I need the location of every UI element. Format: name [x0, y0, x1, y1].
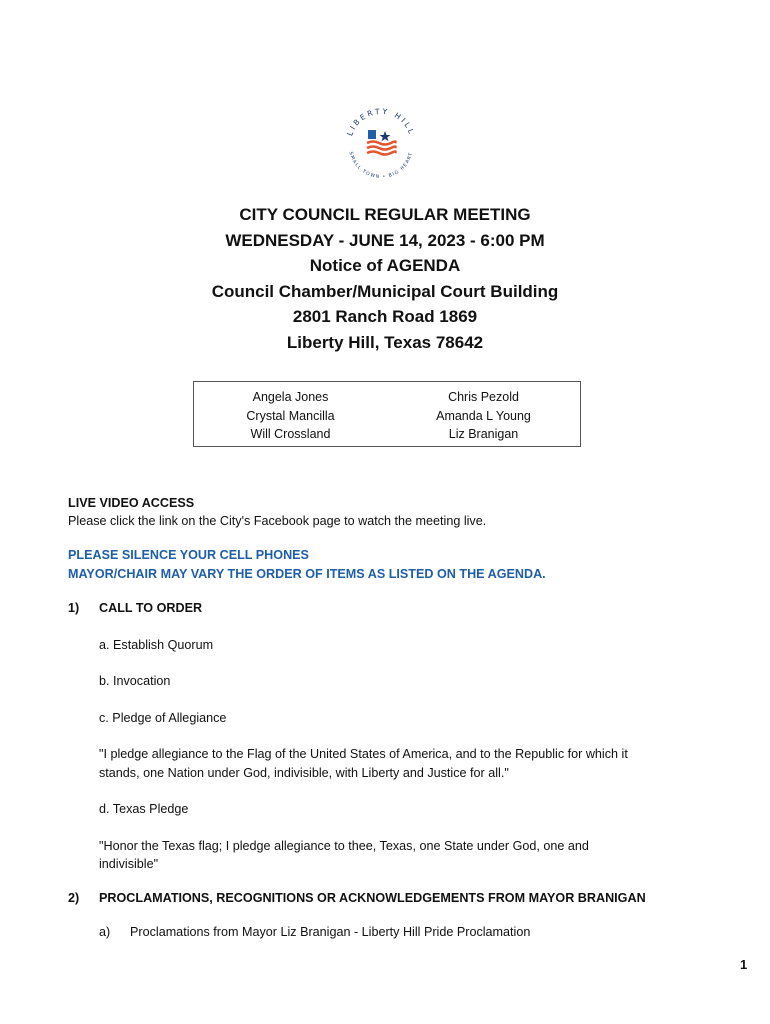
order-notice: MAYOR/CHAIR MAY VARY THE ORDER OF ITEMS AS LISTED ON THE AGENDA.	[68, 567, 546, 581]
section-2-item-text: Proclamations from Mayor Liz Branigan - Liberty Hill Pride Proclamation	[130, 925, 531, 939]
meeting-city: Liberty Hill, Texas 78642	[286, 332, 484, 352]
pledge-text-line-1: "I pledge allegiance to the Flag of the United States of America, and to the Republic for which it	[99, 747, 628, 761]
member-name: Liz Branigan	[448, 427, 519, 441]
logo-bottom-text: SMALL TOWN • BIG HEART	[347, 151, 415, 181]
texas-pledge-text-line-2: indivisible"	[99, 857, 159, 871]
member-name: Crystal Mancilla	[246, 408, 335, 423]
item-texas-pledge: d. Texas Pledge	[99, 802, 189, 816]
page-number: 1	[740, 957, 748, 972]
member-name: Will Crossland	[250, 427, 331, 441]
member-name: Amanda L Young	[436, 408, 531, 423]
council-members-box	[193, 381, 581, 447]
silence-phones-notice: PLEASE SILENCE YOUR CELL PHONES	[68, 548, 309, 562]
member-name: Chris Pezold	[448, 390, 519, 404]
item-establish-quorum: a. Establish Quorum	[99, 638, 214, 652]
meeting-date: WEDNESDAY - JUNE 14, 2023 - 6:00 PM	[225, 230, 545, 250]
svg-text:LIBERTY HILL	[345, 107, 416, 137]
section-1-number: 1)	[68, 601, 80, 615]
liberty-hill-logo	[339, 102, 423, 186]
notice-title: Notice of AGENDA	[309, 256, 461, 276]
meeting-location: Council Chamber/Municipal Court Building	[211, 281, 559, 301]
section-2-item-label: a)	[99, 925, 111, 939]
svg-text:SMALL TOWN • BIG HEART	[348, 151, 415, 180]
pledge-text-line-2: stands, one Nation under God, indivisible, with Liberty and Justice for all."	[99, 766, 509, 780]
meeting-header	[0, 202, 770, 356]
section-1-title: CALL TO ORDER	[99, 601, 203, 615]
section-2-number: 2)	[68, 891, 80, 905]
section-2-title: PROCLAMATIONS, RECOGNITIONS OR ACKNOWLEDGEMENTS FROM MAYOR BRANIGAN	[99, 891, 646, 905]
live-video-text: Please click the link on the City's Facebook page to watch the meeting live.	[68, 514, 487, 528]
meeting-address: 2801 Ranch Road 1869	[292, 307, 478, 327]
item-pledge-of-allegiance: c. Pledge of Allegiance	[99, 711, 227, 725]
item-invocation: b. Invocation	[99, 674, 171, 688]
texas-pledge-text-line-1: "Honor the Texas flag; I pledge allegiance to thee, Texas, one State under God, one and	[99, 839, 589, 853]
members-left-column	[194, 382, 387, 446]
members-right-column	[387, 382, 580, 446]
logo-top-text: LIBERTY HILL	[345, 106, 417, 138]
meeting-title: CITY COUNCIL REGULAR MEETING	[239, 205, 531, 224]
member-name: Angela Jones	[252, 390, 329, 404]
live-video-heading: LIVE VIDEO ACCESS	[68, 496, 195, 510]
